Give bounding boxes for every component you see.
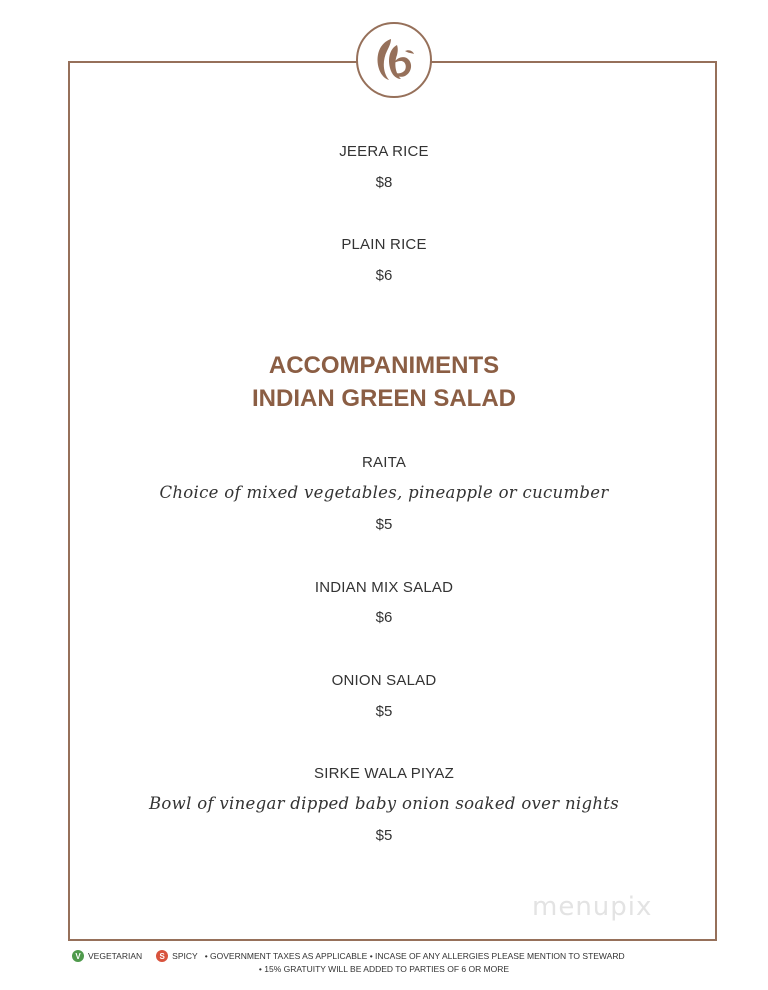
menu-item-description: Bowl of vinegar dipped baby onion soaked over nights [149, 794, 619, 813]
section-title: ACCOMPANIMENTS [268, 352, 500, 379]
menu-item-price: $5 [375, 703, 393, 720]
spicy-badge-icon: S [156, 950, 168, 962]
menu-item-name: RAITA [361, 454, 407, 471]
menu-item-name: JEERA RICE [339, 143, 429, 160]
menu-item-price: $5 [375, 827, 393, 844]
menu-item-description: Choice of mixed vegetables, pineapple or cucumber [159, 483, 609, 502]
menu-item-price: $8 [375, 174, 393, 191]
vegetarian-badge-icon: V [72, 950, 84, 962]
restaurant-logo [356, 22, 432, 98]
footer-gratuity-note: • 15% GRATUITY WILL BE ADDED TO PARTIES OF 6 OR MORE [258, 964, 510, 974]
spicy-label: SPICY [172, 951, 198, 961]
menu-item-price: $6 [375, 267, 393, 284]
menu-item-name: ONION SALAD [331, 672, 437, 689]
menu-item-name: INDIAN MIX SALAD [314, 579, 454, 596]
menu-item-name: PLAIN RICE [341, 236, 427, 253]
vegetarian-label: VEGETARIAN [88, 951, 143, 961]
section-subtitle: INDIAN GREEN SALAD [251, 385, 516, 412]
menu-item-price: $5 [375, 516, 393, 533]
watermark: menupix [532, 892, 653, 922]
menu-item-price: $6 [375, 609, 393, 626]
swirl-logo-icon [367, 33, 421, 87]
footer-note: • GOVERNMENT TAXES AS APPLICABLE • INCASE OF ANY ALLERGIES PLEASE MENTION TO STEWARD [204, 951, 625, 961]
menu-item-name: SIRKE WALA PIYAZ [314, 765, 454, 782]
